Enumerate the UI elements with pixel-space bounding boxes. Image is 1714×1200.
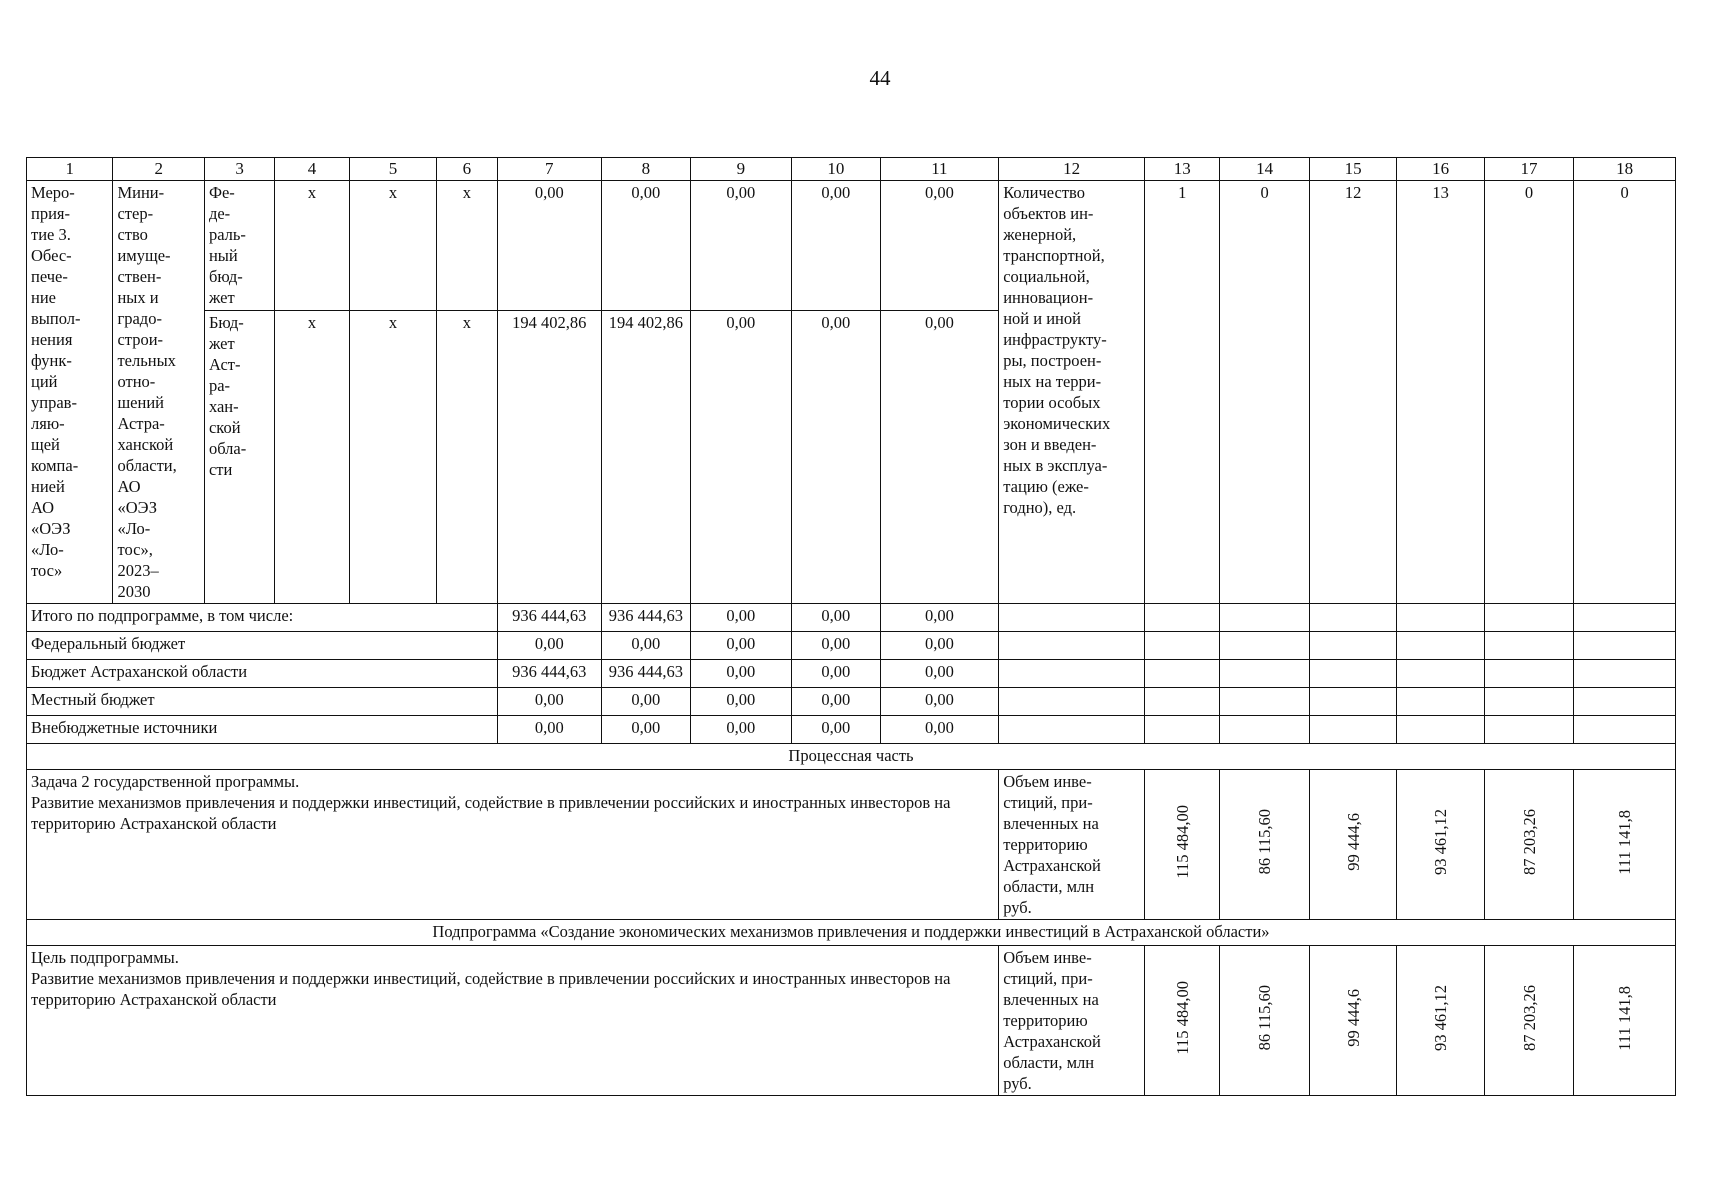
empty-cell <box>1574 688 1676 716</box>
cell: 0,00 <box>792 660 880 688</box>
funding-source: Фе- де- раль- ный бюд- жет <box>204 181 274 311</box>
indicator-value: 99 444,6 <box>1343 813 1363 871</box>
cell: 0,00 <box>792 181 880 311</box>
cell: 0,00 <box>880 660 999 688</box>
empty-cell <box>1397 604 1484 632</box>
empty-cell <box>1574 660 1676 688</box>
indicator-value: 87 203,26 <box>1519 985 1539 1051</box>
indicator-value-cell <box>1220 946 1309 1096</box>
empty-cell <box>1484 604 1573 632</box>
program-table <box>26 157 1676 1096</box>
indicator-value: 87 203,26 <box>1519 809 1539 875</box>
total-row <box>27 660 1676 688</box>
cell: 0,00 <box>880 311 999 604</box>
page-number: 44 <box>869 66 891 90</box>
indicator-value: 99 444,6 <box>1343 989 1363 1047</box>
total-label: Внебюджетные источники <box>27 716 498 744</box>
cell: 936 444,63 <box>497 660 602 688</box>
empty-cell <box>1220 688 1309 716</box>
cell: 0,00 <box>792 688 880 716</box>
cell: 0,00 <box>690 688 792 716</box>
cell: 0,00 <box>602 688 690 716</box>
col-number: 13 <box>1144 158 1219 181</box>
cell: 0,00 <box>880 632 999 660</box>
empty-cell <box>1309 688 1396 716</box>
measure-row-federal <box>27 181 1676 311</box>
column-number-row <box>27 158 1676 181</box>
cell: 194 402,86 <box>602 311 690 604</box>
task-description: Задача 2 государственной программы. Развитие механизмов привлечения и поддержки инвестиций, содействие в привлечении российских и иностранных инвесторов на территорию Астраханской области <box>27 770 999 920</box>
indicator-value: 93 461,12 <box>1431 985 1451 1051</box>
empty-cell <box>1144 716 1219 744</box>
indicator-value: 0 <box>1484 181 1573 604</box>
empty-cell <box>1397 660 1484 688</box>
total-label: Федеральный бюджет <box>27 632 498 660</box>
indicator-name: Количество объектов ин- женерной, транспортной, социальной, инновацион- ной и иной инфраструкту- ры, построен- ных на терри- тории особых экономических зон и введен- ных в эксплуа- тацию (еже- годно), ед. <box>999 181 1145 604</box>
indicator-value-cell <box>1144 770 1219 920</box>
indicator-value-cell <box>1574 770 1676 920</box>
total-row <box>27 604 1676 632</box>
empty-cell <box>1309 604 1396 632</box>
empty-cell <box>999 632 1145 660</box>
cell: 936 444,63 <box>602 660 690 688</box>
empty-cell <box>1574 716 1676 744</box>
cell: 0,00 <box>792 604 880 632</box>
total-row <box>27 716 1676 744</box>
indicator-value-cell <box>1397 946 1484 1096</box>
cell: х <box>349 181 436 311</box>
total-label: Бюджет Астраханской области <box>27 660 498 688</box>
empty-cell <box>1484 716 1573 744</box>
subprogram-heading: Подпрограмма «Создание экономических механизмов привлечения и поддержки инвестиций в Астраханской области» <box>27 920 1676 946</box>
cell: х <box>275 181 349 311</box>
col-number: 11 <box>880 158 999 181</box>
cell: 936 444,63 <box>497 604 602 632</box>
indicator-value: 12 <box>1309 181 1396 604</box>
indicator-value: 1 <box>1144 181 1219 604</box>
cell: 936 444,63 <box>602 604 690 632</box>
empty-cell <box>1574 604 1676 632</box>
indicator-value-cell <box>1484 770 1573 920</box>
cell: 0,00 <box>497 181 602 311</box>
indicator-value: 0 <box>1574 181 1676 604</box>
indicator-value: 0 <box>1220 181 1309 604</box>
cell: 0,00 <box>880 688 999 716</box>
cell: 0,00 <box>690 660 792 688</box>
col-number: 16 <box>1397 158 1484 181</box>
indicator-value: 93 461,12 <box>1431 809 1451 875</box>
indicator-value-cell <box>1397 770 1484 920</box>
indicator-value-cell <box>1309 946 1396 1096</box>
cell: 0,00 <box>690 604 792 632</box>
col-number: 6 <box>437 158 497 181</box>
cell: 0,00 <box>880 604 999 632</box>
total-row <box>27 688 1676 716</box>
col-number: 4 <box>275 158 349 181</box>
empty-cell <box>1144 604 1219 632</box>
empty-cell <box>1144 660 1219 688</box>
indicator-value-cell <box>1484 946 1573 1096</box>
empty-cell <box>1397 632 1484 660</box>
col-number: 5 <box>349 158 436 181</box>
cell: 0,00 <box>690 311 792 604</box>
cell: 0,00 <box>792 632 880 660</box>
cell: 0,00 <box>690 181 792 311</box>
col-number: 8 <box>602 158 690 181</box>
empty-cell <box>1397 688 1484 716</box>
empty-cell <box>1220 604 1309 632</box>
goal-row <box>27 946 1676 1096</box>
cell: 0,00 <box>792 311 880 604</box>
indicator-value-cell <box>1309 770 1396 920</box>
cell: 0,00 <box>792 716 880 744</box>
subprogram-band-row <box>27 920 1676 946</box>
indicator-name: Объем инве- стиций, при- влеченных на территорию Астраханской области, млн руб. <box>999 770 1145 920</box>
empty-cell <box>999 716 1145 744</box>
process-band-row <box>27 744 1676 770</box>
empty-cell <box>1220 660 1309 688</box>
col-number: 3 <box>204 158 274 181</box>
cell: х <box>275 311 349 604</box>
cell: 0,00 <box>497 716 602 744</box>
total-label: Местный бюджет <box>27 688 498 716</box>
empty-cell <box>1309 660 1396 688</box>
indicator-name: Объем инве- стиций, при- влеченных на территорию Астраханской области, млн руб. <box>999 946 1145 1096</box>
cell: 0,00 <box>880 181 999 311</box>
indicator-value: 13 <box>1397 181 1484 604</box>
empty-cell <box>1484 660 1573 688</box>
empty-cell <box>1484 688 1573 716</box>
empty-cell <box>1144 688 1219 716</box>
col-number: 12 <box>999 158 1145 181</box>
indicator-value-cell <box>1574 946 1676 1096</box>
empty-cell <box>1309 632 1396 660</box>
indicator-value-cell <box>1144 946 1219 1096</box>
cell: 0,00 <box>497 688 602 716</box>
cell: 0,00 <box>690 716 792 744</box>
empty-cell <box>1220 716 1309 744</box>
cell: х <box>437 181 497 311</box>
indicator-value: 115 484,00 <box>1172 805 1192 879</box>
funding-source: Бюд- жет Аст- ра- хан- ской обла- сти <box>204 311 274 604</box>
total-row <box>27 632 1676 660</box>
measure-name: Меро- прия- тие 3. Обес- пече- ние выпол- нения функ- ций управ- ляю- щей компа- нией АО «ОЭЗ «Ло- тос» <box>27 181 113 604</box>
empty-cell <box>1309 716 1396 744</box>
indicator-value: 86 115,60 <box>1255 985 1275 1051</box>
cell: 0,00 <box>602 181 690 311</box>
indicator-value: 111 141,8 <box>1615 985 1635 1051</box>
empty-cell <box>999 604 1145 632</box>
cell: х <box>437 311 497 604</box>
goal-description: Цель подпрограммы. Развитие механизмов привлечения и поддержки инвестиций, содействие в привлечении российских и иностранных инвесторов на территорию Астраханской области <box>27 946 999 1096</box>
col-number: 1 <box>27 158 113 181</box>
cell: х <box>349 311 436 604</box>
indicator-value: 86 115,60 <box>1255 809 1275 875</box>
col-number: 2 <box>113 158 204 181</box>
empty-cell <box>999 688 1145 716</box>
total-label: Итого по подпрограмме, в том числе: <box>27 604 498 632</box>
cell: 0,00 <box>880 716 999 744</box>
empty-cell <box>1397 716 1484 744</box>
empty-cell <box>1574 632 1676 660</box>
indicator-value: 115 484,00 <box>1172 981 1192 1055</box>
cell: 0,00 <box>497 632 602 660</box>
indicator-value-cell <box>1220 770 1309 920</box>
indicator-value: 111 141,8 <box>1615 809 1635 875</box>
col-number: 18 <box>1574 158 1676 181</box>
empty-cell <box>1220 632 1309 660</box>
measure-executor: Мини- стер- ство имуще- ствен- ных и градо- строи- тельных отно- шений Астра- ханской области, АО «ОЭЗ «Ло- тос», 2023– 2030 <box>113 181 204 604</box>
empty-cell <box>1484 632 1573 660</box>
cell: 194 402,86 <box>497 311 602 604</box>
empty-cell <box>999 660 1145 688</box>
col-number: 17 <box>1484 158 1573 181</box>
col-number: 10 <box>792 158 880 181</box>
cell: 0,00 <box>602 716 690 744</box>
empty-cell <box>1144 632 1219 660</box>
col-number: 9 <box>690 158 792 181</box>
col-number: 14 <box>1220 158 1309 181</box>
col-number: 15 <box>1309 158 1396 181</box>
task-row <box>27 770 1676 920</box>
col-number: 7 <box>497 158 602 181</box>
section-heading: Процессная часть <box>27 744 1676 770</box>
cell: 0,00 <box>690 632 792 660</box>
cell: 0,00 <box>602 632 690 660</box>
